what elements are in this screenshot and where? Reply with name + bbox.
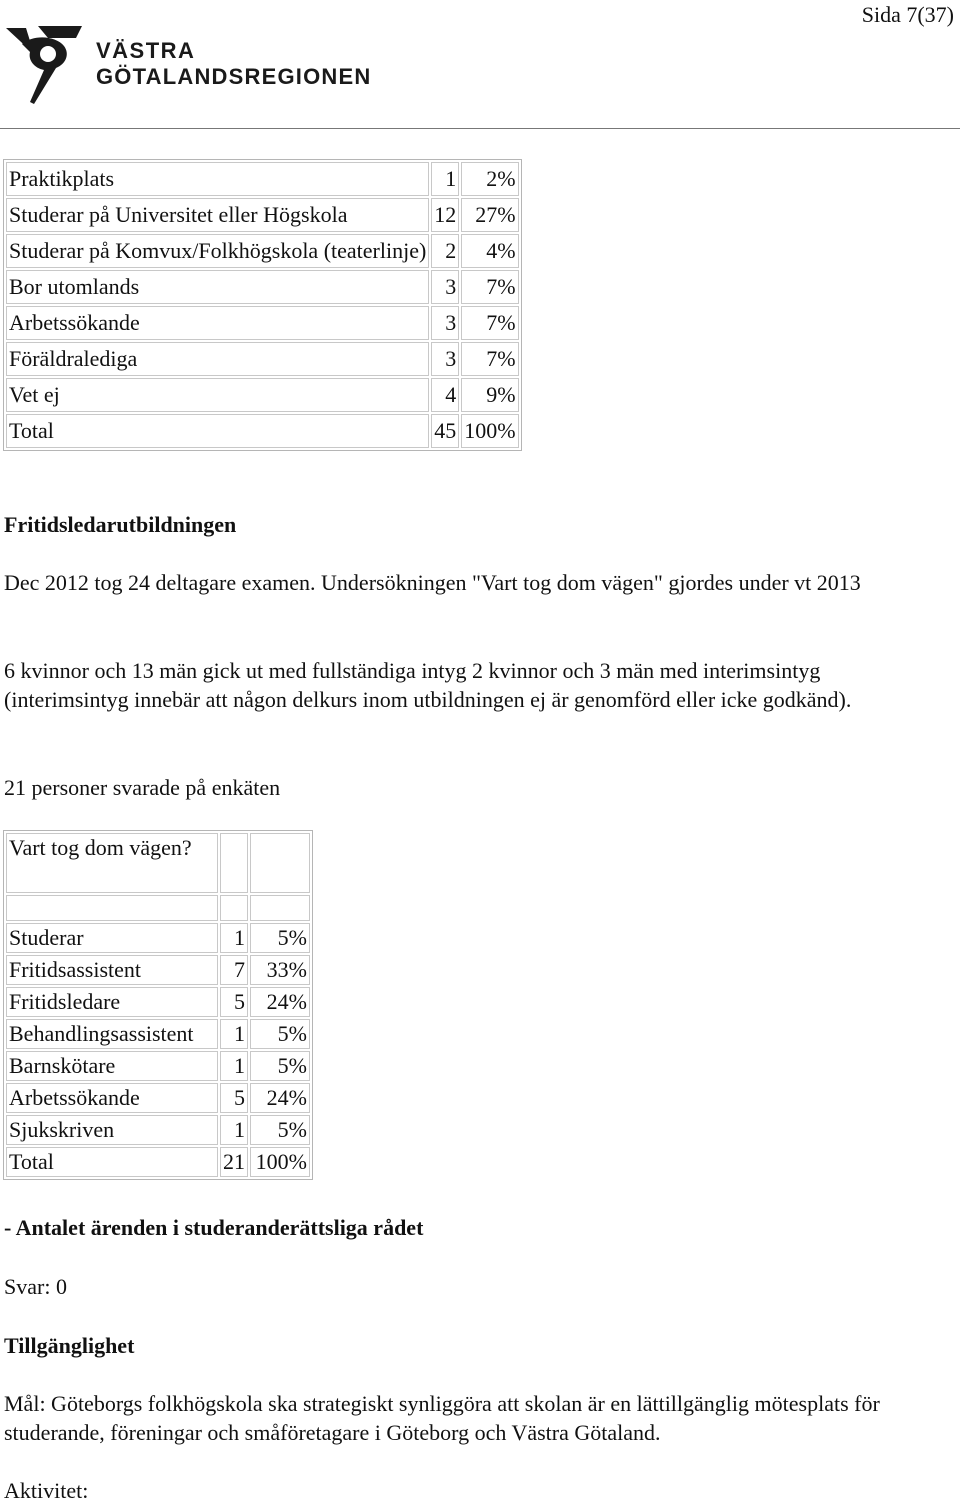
- row-percent: 5%: [250, 923, 310, 953]
- row-count: 5: [220, 1083, 248, 1113]
- vgr-emblem-icon: [4, 24, 94, 106]
- row-percent: 2%: [461, 162, 518, 196]
- row-percent: 5%: [250, 1051, 310, 1081]
- row-label: Arbetssökande: [6, 306, 429, 340]
- row-percent: 7%: [461, 270, 518, 304]
- row-percent: 7%: [461, 342, 518, 376]
- destination-table-2: [3, 830, 313, 1180]
- row-label: Föräldralediga: [6, 342, 429, 376]
- row-percent: 5%: [250, 1115, 310, 1145]
- row-label: Vet ej: [6, 378, 429, 412]
- table-row: [6, 987, 310, 1017]
- row-count: 1: [220, 1115, 248, 1145]
- table-total-row: [6, 414, 519, 448]
- logo-text-line1: VÄSTRA: [96, 38, 196, 63]
- vgr-logo: [4, 24, 394, 106]
- table-row: [6, 234, 519, 268]
- row-label: Sjukskriven: [6, 1115, 218, 1145]
- header-divider: [0, 128, 960, 129]
- table-row: [6, 923, 310, 953]
- table-row: [6, 1019, 310, 1049]
- row-label: Behandlingsassistent: [6, 1019, 218, 1049]
- logo-text-line2: GÖTALANDSREGIONEN: [96, 64, 372, 89]
- section-heading-accessibility: Tillgänglighet: [4, 1333, 135, 1358]
- row-count: 4: [431, 378, 459, 412]
- row-count: 1: [220, 1051, 248, 1081]
- table-row: [6, 342, 519, 376]
- paragraph-certificates: 6 kvinnor och 13 män gick ut med fullständiga intyg 2 kvinnor och 3 män med interimsintyg (interimsintyg innebär att någon delkurs inom utbildningen ej är genomförd eller icke godkänd).: [4, 658, 852, 712]
- table-row: [6, 378, 519, 412]
- row-percent: 5%: [250, 1019, 310, 1049]
- row-count: 1: [220, 923, 248, 953]
- section-heading-student-council: - Antalet ärenden i studeranderättsliga rådet: [4, 1215, 424, 1240]
- table-row: [6, 1051, 310, 1081]
- row-label: Studerar på Komvux/Folkhögskola (teaterlinje): [6, 234, 429, 268]
- table-header-cell: [220, 833, 248, 893]
- row-label: Arbetssökande: [6, 1083, 218, 1113]
- row-count: 21: [220, 1147, 248, 1177]
- table-row: [6, 198, 519, 232]
- row-count: 3: [431, 306, 459, 340]
- row-count: 3: [431, 270, 459, 304]
- row-count: 45: [431, 414, 459, 448]
- table-empty-row: [6, 895, 310, 921]
- row-label: Barnskötare: [6, 1051, 218, 1081]
- row-count: 1: [431, 162, 459, 196]
- row-label: Studerar på Universitet eller Högskola: [6, 198, 429, 232]
- row-percent: 24%: [250, 987, 310, 1017]
- row-label: Fritidsledare: [6, 987, 218, 1017]
- table-header-row: [6, 833, 310, 893]
- table-total-row: [6, 1147, 310, 1177]
- empty-cell: [250, 895, 310, 921]
- row-label: Praktikplats: [6, 162, 429, 196]
- paragraph-respondents: 21 personer svarade på enkäten: [4, 775, 281, 800]
- paragraph-exam: Dec 2012 tog 24 deltagare examen. Undersökningen "Vart tog dom vägen" gjordes under vt 2013: [4, 570, 861, 595]
- row-percent: 100%: [250, 1147, 310, 1177]
- row-percent: 4%: [461, 234, 518, 268]
- row-percent: 9%: [461, 378, 518, 412]
- row-count: 3: [431, 342, 459, 376]
- row-label: Studerar: [6, 923, 218, 953]
- table-row: [6, 1115, 310, 1145]
- row-percent: 100%: [461, 414, 518, 448]
- table-row: [6, 162, 519, 196]
- row-percent: 33%: [250, 955, 310, 985]
- row-label: Bor utomlands: [6, 270, 429, 304]
- table-row: [6, 1083, 310, 1113]
- row-count: 12: [431, 198, 459, 232]
- row-label: Total: [6, 1147, 218, 1177]
- empty-cell: [6, 895, 218, 921]
- empty-cell: [220, 895, 248, 921]
- table-row: [6, 955, 310, 985]
- row-label: Fritidsassistent: [6, 955, 218, 985]
- goal-paragraph: Mål: Göteborgs folkhögskola ska strategiskt synliggöra att skolan är en lättillgänglig mötesplats för studerande, föreningar och småföretagare i Göteborg och Västra Götaland.: [4, 1391, 880, 1445]
- table-row: [6, 306, 519, 340]
- row-count: 5: [220, 987, 248, 1017]
- row-percent: 24%: [250, 1083, 310, 1113]
- activity-label: Aktivitet:: [4, 1478, 89, 1503]
- row-count: 1: [220, 1019, 248, 1049]
- row-count: 7: [220, 955, 248, 985]
- row-percent: 7%: [461, 306, 518, 340]
- row-percent: 27%: [461, 198, 518, 232]
- row-label: Total: [6, 414, 429, 448]
- destination-table-1: [3, 159, 522, 451]
- table-header-label: Vart tog dom vägen?: [6, 833, 218, 893]
- row-count: 2: [431, 234, 459, 268]
- section-heading-fritidsledare: Fritidsledarutbildningen: [4, 512, 237, 537]
- table-row: [6, 270, 519, 304]
- table-header-cell: [250, 833, 310, 893]
- answer-text: Svar: 0: [4, 1274, 67, 1299]
- page-number: Sida 7(37): [861, 2, 954, 27]
